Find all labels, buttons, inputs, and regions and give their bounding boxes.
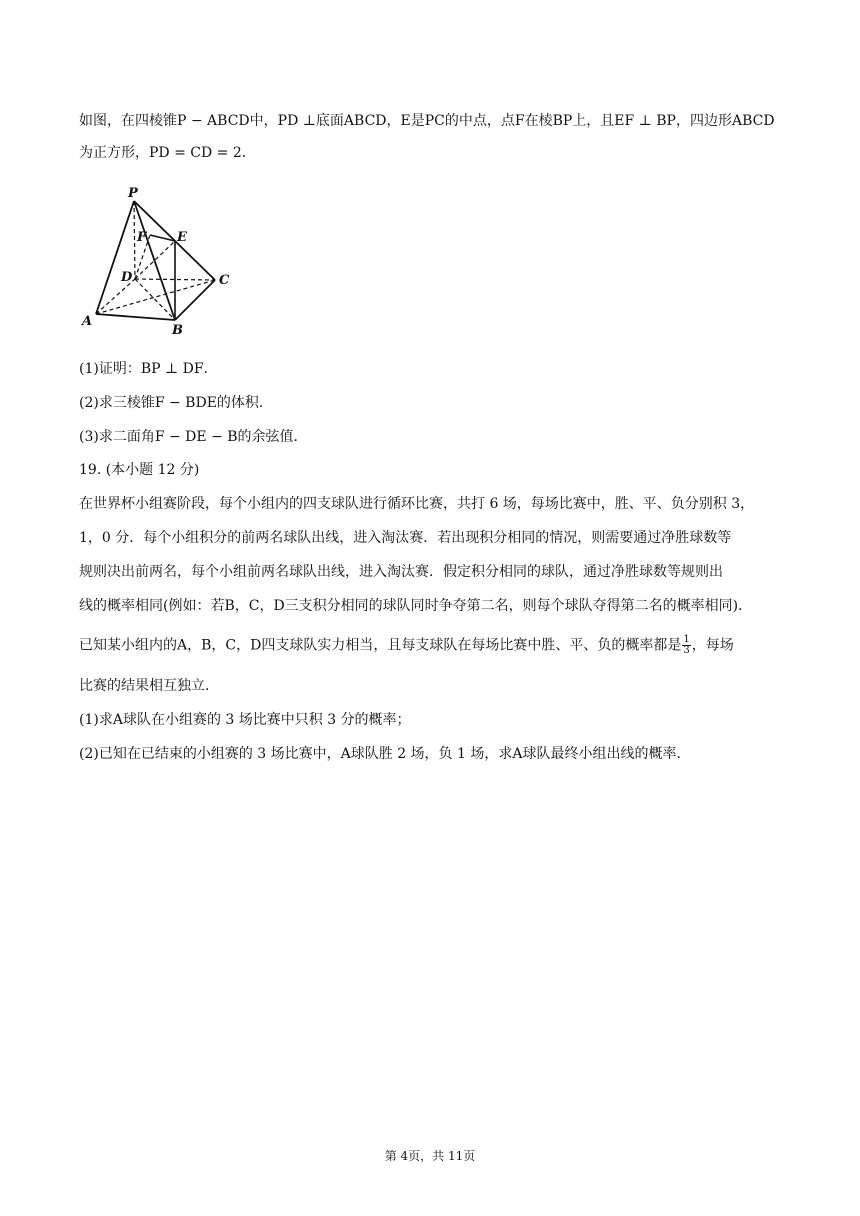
problem18-question3: (3)求二面角F − DE − B的余弦值． bbox=[79, 429, 308, 445]
label-B: B bbox=[172, 323, 183, 338]
edge-BC bbox=[175, 280, 215, 320]
problem19-line1: 在世界杯小组赛阶段，每个小组内的四支球队进行循环比赛，共打 6 场，每场比赛中，胜、平、负分别积 3， bbox=[79, 496, 755, 512]
fraction-numerator: 1 bbox=[683, 634, 690, 645]
problem19-line5-before: 已知某小组内的A，B，C，D四支球队实力相当，且每支球队在每场比赛中胜、平、负的概率都是 bbox=[79, 637, 682, 654]
edge-DB bbox=[135, 279, 175, 320]
pyramid-diagram bbox=[78, 183, 238, 338]
pyramid-figure bbox=[78, 183, 238, 338]
problem18-question2: (2)求三棱锥F − BDE的体积． bbox=[79, 395, 273, 411]
edge-PB bbox=[134, 201, 175, 320]
label-C: C bbox=[219, 273, 230, 288]
label-F: F bbox=[137, 230, 147, 245]
problem18-question1: (1)证明：BP ⊥ DF． bbox=[79, 361, 218, 377]
problem19-line2: 1，0 分．每个小组积分的前两名球队出线，进入淘汰赛．若出现积分相同的情况，则需要通过净胜球数等 bbox=[79, 530, 732, 546]
label-E: E bbox=[177, 230, 187, 245]
fraction-denominator: 3 bbox=[683, 645, 690, 656]
edge-PA bbox=[96, 201, 134, 314]
problem19-line3: 规则决出前两名，每个小组前两名球队出线，进入淘汰赛．假定积分相同的球队，通过净胜球数等规则出 bbox=[79, 564, 723, 580]
problem19-question2: (2)已知在已结束的小组赛的 3 场比赛中，A球队胜 2 场，负 1 场，求A球队最终小组出线的概率． bbox=[79, 746, 691, 762]
problem18-intro-line2: 为正方形，PD = CD = 2． bbox=[79, 145, 256, 161]
fraction-one-third bbox=[682, 635, 690, 656]
edge-AB bbox=[96, 314, 175, 320]
problem19-line4: 线的概率相同(例如：若B，C，D三支积分相同的球队同时争夺第二名，则每个球队夺得第二名的概率相同)． bbox=[79, 598, 753, 614]
problem19-line5-after: ，每场 bbox=[691, 637, 734, 654]
problem19-header: 19. (本小题 12 分) bbox=[79, 462, 200, 478]
label-A: A bbox=[82, 314, 93, 329]
problem19-line5 bbox=[79, 635, 734, 656]
edge-PD bbox=[134, 201, 135, 279]
label-P: P bbox=[128, 186, 138, 201]
page-footer: 第 4页，共 11页 bbox=[384, 1149, 476, 1163]
problem19-line6: 比赛的结果相互独立． bbox=[79, 678, 219, 694]
problem18-intro-line1: 如图，在四棱锥P − ABCD中，PD ⊥底面ABCD，E是PC的中点，点F在棱BP上，且EF ⊥ BP，四边形ABCD bbox=[79, 113, 775, 129]
label-D: D bbox=[121, 270, 133, 285]
problem19-question1: (1)求A球队在小组赛的 3 场比赛中只积 3 分的概率； bbox=[79, 712, 411, 728]
